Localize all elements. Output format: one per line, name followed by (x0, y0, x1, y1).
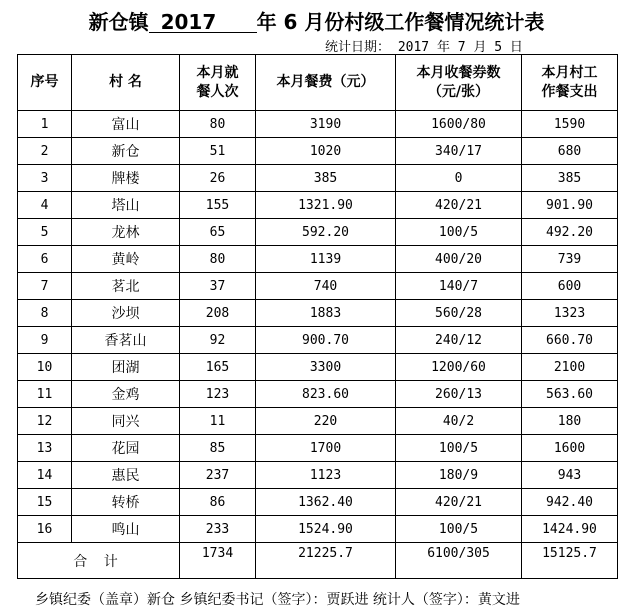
row-number: 1 (18, 111, 72, 138)
meal-fee: 1123 (256, 462, 396, 489)
table-row (18, 354, 618, 381)
coupon-count: 420/21 (396, 192, 522, 219)
coupon-count: 40/2 (396, 408, 522, 435)
header-row (18, 55, 618, 111)
meal-fee: 900.70 (256, 327, 396, 354)
village-name: 花园 (72, 435, 180, 462)
village-name: 牌楼 (72, 165, 180, 192)
meal-fee: 1883 (256, 300, 396, 327)
meal-fee: 740 (256, 273, 396, 300)
row-number: 8 (18, 300, 72, 327)
meal-count: 85 (180, 435, 256, 462)
meal-fee: 1321.90 (256, 192, 396, 219)
row-number: 11 (18, 381, 72, 408)
meal-count: 123 (180, 381, 256, 408)
total-coupons: 6100/305 (396, 543, 522, 579)
meal-count: 80 (180, 246, 256, 273)
meal-count: 92 (180, 327, 256, 354)
village-expense: 1323 (522, 300, 618, 327)
table-row (18, 165, 618, 192)
row-number: 10 (18, 354, 72, 381)
meal-fee: 3190 (256, 111, 396, 138)
table-row (18, 489, 618, 516)
title-suffix: 年 6 月份村级工作餐情况统计表 (256, 10, 545, 34)
meal-fee: 1524.90 (256, 516, 396, 543)
row-number: 3 (18, 165, 72, 192)
coupon-count: 100/5 (396, 435, 522, 462)
meal-fee: 592.20 (256, 219, 396, 246)
meal-count: 237 (180, 462, 256, 489)
header-cell: 本月村工 作餐支出 (522, 55, 618, 111)
header-cell: 本月就 餐人次 (180, 55, 256, 111)
row-number: 5 (18, 219, 72, 246)
village-name: 新仓 (72, 138, 180, 165)
coupon-count: 240/12 (396, 327, 522, 354)
meal-count: 11 (180, 408, 256, 435)
table-row (18, 381, 618, 408)
village-expense: 1590 (522, 111, 618, 138)
table-row (18, 435, 618, 462)
row-number: 6 (18, 246, 72, 273)
title-year: 2017 (149, 12, 257, 33)
village-expense: 942.40 (522, 489, 618, 516)
meal-count: 65 (180, 219, 256, 246)
row-number: 4 (18, 192, 72, 219)
row-number: 15 (18, 489, 72, 516)
table-row (18, 516, 618, 543)
row-number: 2 (18, 138, 72, 165)
meal-fee: 1700 (256, 435, 396, 462)
row-number: 13 (18, 435, 72, 462)
meal-count: 208 (180, 300, 256, 327)
coupon-count: 1600/80 (396, 111, 522, 138)
table-row (18, 192, 618, 219)
village-name: 香茗山 (72, 327, 180, 354)
meal-statistics-table (17, 54, 618, 579)
table-row (18, 138, 618, 165)
stat-date: 统计日期： 2017 年 7 月 5 日 (325, 40, 523, 55)
coupon-count: 420/21 (396, 489, 522, 516)
row-number: 12 (18, 408, 72, 435)
table-row (18, 273, 618, 300)
meal-fee: 823.60 (256, 381, 396, 408)
village-expense: 1424.90 (522, 516, 618, 543)
village-name: 富山 (72, 111, 180, 138)
meal-fee: 1139 (256, 246, 396, 273)
meal-fee: 385 (256, 165, 396, 192)
total-label: 合 计 (18, 543, 180, 579)
village-expense: 1600 (522, 435, 618, 462)
row-number: 7 (18, 273, 72, 300)
meal-count: 26 (180, 165, 256, 192)
village-expense: 943 (522, 462, 618, 489)
row-number: 9 (18, 327, 72, 354)
table-row (18, 111, 618, 138)
village-name: 鸣山 (72, 516, 180, 543)
village-name: 塔山 (72, 192, 180, 219)
village-name: 金鸡 (72, 381, 180, 408)
village-name: 沙坝 (72, 300, 180, 327)
row-number: 16 (18, 516, 72, 543)
report-title (0, 6, 633, 35)
total-expense: 15125.7 (522, 543, 618, 579)
village-name: 同兴 (72, 408, 180, 435)
table-row (18, 462, 618, 489)
meal-fee: 220 (256, 408, 396, 435)
title-prefix: 新仓镇 (88, 10, 149, 34)
village-expense: 660.70 (522, 327, 618, 354)
village-name: 惠民 (72, 462, 180, 489)
coupon-count: 260/13 (396, 381, 522, 408)
meal-count: 86 (180, 489, 256, 516)
total-row (18, 543, 618, 579)
coupon-count: 1200/60 (396, 354, 522, 381)
village-expense: 739 (522, 246, 618, 273)
village-expense: 492.20 (522, 219, 618, 246)
table-row (18, 408, 618, 435)
meal-fee: 1362.40 (256, 489, 396, 516)
table-row (18, 219, 618, 246)
meal-count: 233 (180, 516, 256, 543)
coupon-count: 400/20 (396, 246, 522, 273)
header-cell: 本月收餐券数 （元/张） (396, 55, 522, 111)
coupon-count: 560/28 (396, 300, 522, 327)
village-expense: 2100 (522, 354, 618, 381)
header-cell: 本月餐费（元） (256, 55, 396, 111)
village-expense: 901.90 (522, 192, 618, 219)
meal-count: 155 (180, 192, 256, 219)
row-number: 14 (18, 462, 72, 489)
coupon-count: 340/17 (396, 138, 522, 165)
total-meals: 1734 (180, 543, 256, 579)
header-cell: 序号 (18, 55, 72, 111)
village-expense: 385 (522, 165, 618, 192)
signature-footer: 乡镇纪委（盖章）新仓 乡镇纪委书记（签字）：贾跃进 统计人（签字）：黄文进 (35, 592, 520, 608)
coupon-count: 180/9 (396, 462, 522, 489)
coupon-count: 0 (396, 165, 522, 192)
village-name: 茗北 (72, 273, 180, 300)
table-row (18, 300, 618, 327)
village-expense: 600 (522, 273, 618, 300)
meal-fee: 1020 (256, 138, 396, 165)
table-row (18, 246, 618, 273)
meal-count: 51 (180, 138, 256, 165)
meal-count: 165 (180, 354, 256, 381)
meal-count: 37 (180, 273, 256, 300)
village-expense: 680 (522, 138, 618, 165)
coupon-count: 140/7 (396, 273, 522, 300)
meal-fee: 3300 (256, 354, 396, 381)
village-expense: 180 (522, 408, 618, 435)
header-cell: 村 名 (72, 55, 180, 111)
total-fee: 21225.7 (256, 543, 396, 579)
coupon-count: 100/5 (396, 516, 522, 543)
table-row (18, 327, 618, 354)
village-name: 转桥 (72, 489, 180, 516)
village-expense: 563.60 (522, 381, 618, 408)
village-name: 黄岭 (72, 246, 180, 273)
meal-count: 80 (180, 111, 256, 138)
coupon-count: 100/5 (396, 219, 522, 246)
village-name: 团湖 (72, 354, 180, 381)
village-name: 龙林 (72, 219, 180, 246)
